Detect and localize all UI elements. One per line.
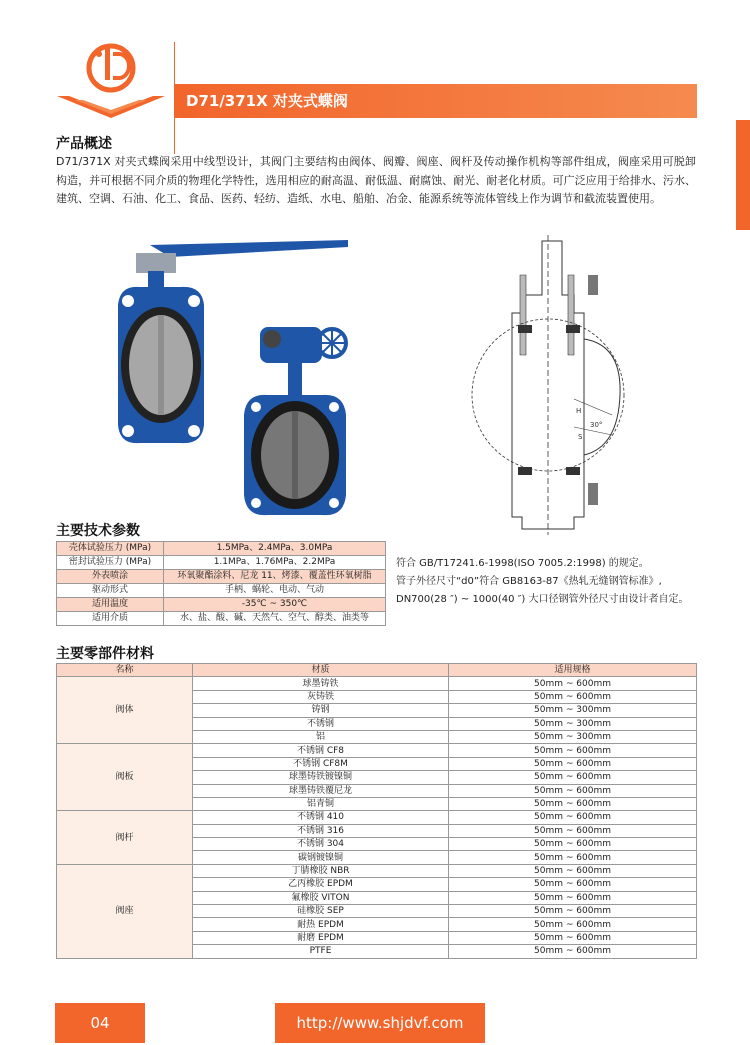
material-cell: 不锈钢 CF8 (193, 744, 449, 757)
valve-product-photo (110, 235, 360, 520)
spec-key: 驱动形式 (57, 584, 164, 598)
material-cell: 不锈钢 (193, 717, 449, 730)
spec-cell: 50mm ~ 600mm (449, 771, 697, 784)
table-row (57, 864, 697, 877)
material-cell: 不锈钢 CF8M (193, 757, 449, 770)
material-cell: 不锈钢 316 (193, 824, 449, 837)
spec-cell: 50mm ~ 600mm (449, 677, 697, 690)
col-spec-header: 适用规格 (449, 664, 697, 677)
materials-heading: 主要零部件材料 (56, 646, 154, 662)
specs-heading: 主要技术参数 (56, 523, 140, 539)
material-cell: PTFE (193, 945, 449, 958)
spec-key: 外表喷涂 (57, 570, 164, 584)
valve-cross-section-drawing (462, 235, 642, 535)
spec-cell: 50mm ~ 600mm (449, 797, 697, 810)
page-number: 04 (55, 1003, 145, 1043)
overview-text: D71/371X 对夹式蝶阀采用中线型设计，其阀门主要结构由阀体、阀瓣、阀座、阀杆及传动操作机构等部件组成，阀座采用可脱卸构造，并可根据不同介质的物理化学特性，选用相应的耐高温、耐低温、耐腐蚀、耐光、耐老化材质。可广泛应用于给排水、污水、建筑、空调、石油、化工、食品、医药、轻纺、造纸、水电、船舶、冶金、能源系统等流体管线上作为调节和截流装置使用。 (56, 155, 696, 205)
spec-cell: 50mm ~ 600mm (449, 811, 697, 824)
spec-value: 手柄、蜗轮、电动、气动 (164, 584, 386, 598)
spec-cell: 50mm ~ 600mm (449, 878, 697, 891)
spec-cell: 50mm ~ 600mm (449, 784, 697, 797)
material-cell: 碳钢镀镍铜 (193, 851, 449, 864)
spec-cell: 50mm ~ 600mm (449, 905, 697, 918)
spec-key: 适用温度 (57, 598, 164, 612)
spec-key: 适用介质 (57, 612, 164, 626)
spec-cell: 50mm ~ 600mm (449, 838, 697, 851)
spec-value: 水、盐、酸、碱、天然气、空气、醇类、油类等 (164, 612, 386, 626)
materials-header-row (57, 664, 697, 677)
spec-cell: 50mm ~ 600mm (449, 824, 697, 837)
spec-cell: 50mm ~ 600mm (449, 757, 697, 770)
material-cell: 灰铸铁 (193, 690, 449, 703)
spec-cell: 50mm ~ 600mm (449, 931, 697, 944)
specs-row (57, 542, 386, 556)
specs-row (57, 598, 386, 612)
spec-cell: 50mm ~ 600mm (449, 864, 697, 877)
spec-cell: 50mm ~ 600mm (449, 851, 697, 864)
table-row (57, 811, 697, 824)
spec-cell: 50mm ~ 600mm (449, 891, 697, 904)
spec-key: 壳体试验压力 (MPa) (57, 542, 164, 556)
company-logo (55, 38, 167, 120)
material-group-name: 阀体 (57, 677, 193, 744)
spec-cell: 50mm ~ 600mm (449, 690, 697, 703)
material-cell: 铝 (193, 730, 449, 743)
col-name-header: 名称 (57, 664, 193, 677)
page-title: D71/371X 对夹式蝶阀 (186, 92, 348, 110)
drawing-label-s: S (578, 433, 583, 441)
spec-value: 1.5MPa、2.4MPa、3.0MPa (164, 542, 386, 556)
material-cell: 不锈钢 410 (193, 811, 449, 824)
material-cell: 铸钢 (193, 704, 449, 717)
spec-key: 密封试验压力 (MPa) (57, 556, 164, 570)
spec-cell: 50mm ~ 300mm (449, 704, 697, 717)
drawing-label-h: H (576, 407, 582, 415)
spec-cell: 50mm ~ 600mm (449, 918, 697, 931)
material-cell: 丁腈橡胶 NBR (193, 864, 449, 877)
material-cell: 铝青铜 (193, 797, 449, 810)
material-cell: 球墨铸铁 (193, 677, 449, 690)
table-row (57, 744, 697, 757)
material-group-name: 阀板 (57, 744, 193, 811)
drawing-label-angle: 30° (590, 421, 603, 429)
spec-value: 1.1MPa、1.76MPa、2.2MPa (164, 556, 386, 570)
spec-value: 环氧聚酯涂料、尼龙 11、烤漆、覆盖性环氧树脂 (164, 570, 386, 584)
material-group-name: 阀杆 (57, 811, 193, 865)
spec-cell: 50mm ~ 600mm (449, 945, 697, 958)
specs-row (57, 556, 386, 570)
spec-value: -35℃ ~ 350℃ (164, 598, 386, 612)
website-link[interactable]: http://www.shjdvf.com (275, 1003, 485, 1043)
material-cell: 耐磨 EPDM (193, 931, 449, 944)
material-cell: 乙丙橡胶 EPDM (193, 878, 449, 891)
specs-row (57, 570, 386, 584)
spec-cell: 50mm ~ 300mm (449, 730, 697, 743)
spec-cell: 50mm ~ 600mm (449, 744, 697, 757)
note-line: 符合 GB/T17241.6-1998(ISO 7005.2:1998) 的规定。 (396, 558, 649, 569)
right-accent-bar (736, 120, 750, 230)
spec-cell: 50mm ~ 300mm (449, 717, 697, 730)
material-group-name: 阀座 (57, 864, 193, 958)
material-cell: 耐热 EPDM (193, 918, 449, 931)
material-cell: 球墨铸铁覆尼龙 (193, 784, 449, 797)
material-cell: 氟橡胶 VITON (193, 891, 449, 904)
material-cell: 硅橡胶 SEP (193, 905, 449, 918)
material-cell: 球墨铸铁镀镍铜 (193, 771, 449, 784)
materials-table (56, 663, 697, 959)
table-row (57, 677, 697, 690)
standards-notes (396, 555, 706, 609)
specs-row (57, 584, 386, 598)
overview-heading: 产品概述 (56, 136, 112, 152)
specs-row (57, 612, 386, 626)
note-line: DN700(28 ″) ~ 1000(40 ″) 大口径钢管外径尺寸由设计者自定。 (396, 594, 689, 605)
specs-table (56, 541, 386, 626)
note-line: 管子外径尺寸“d0”符合 GB8163-87《热轧无缝钢管标准》, (396, 576, 662, 587)
material-cell: 不锈钢 304 (193, 838, 449, 851)
col-material-header: 材质 (193, 664, 449, 677)
